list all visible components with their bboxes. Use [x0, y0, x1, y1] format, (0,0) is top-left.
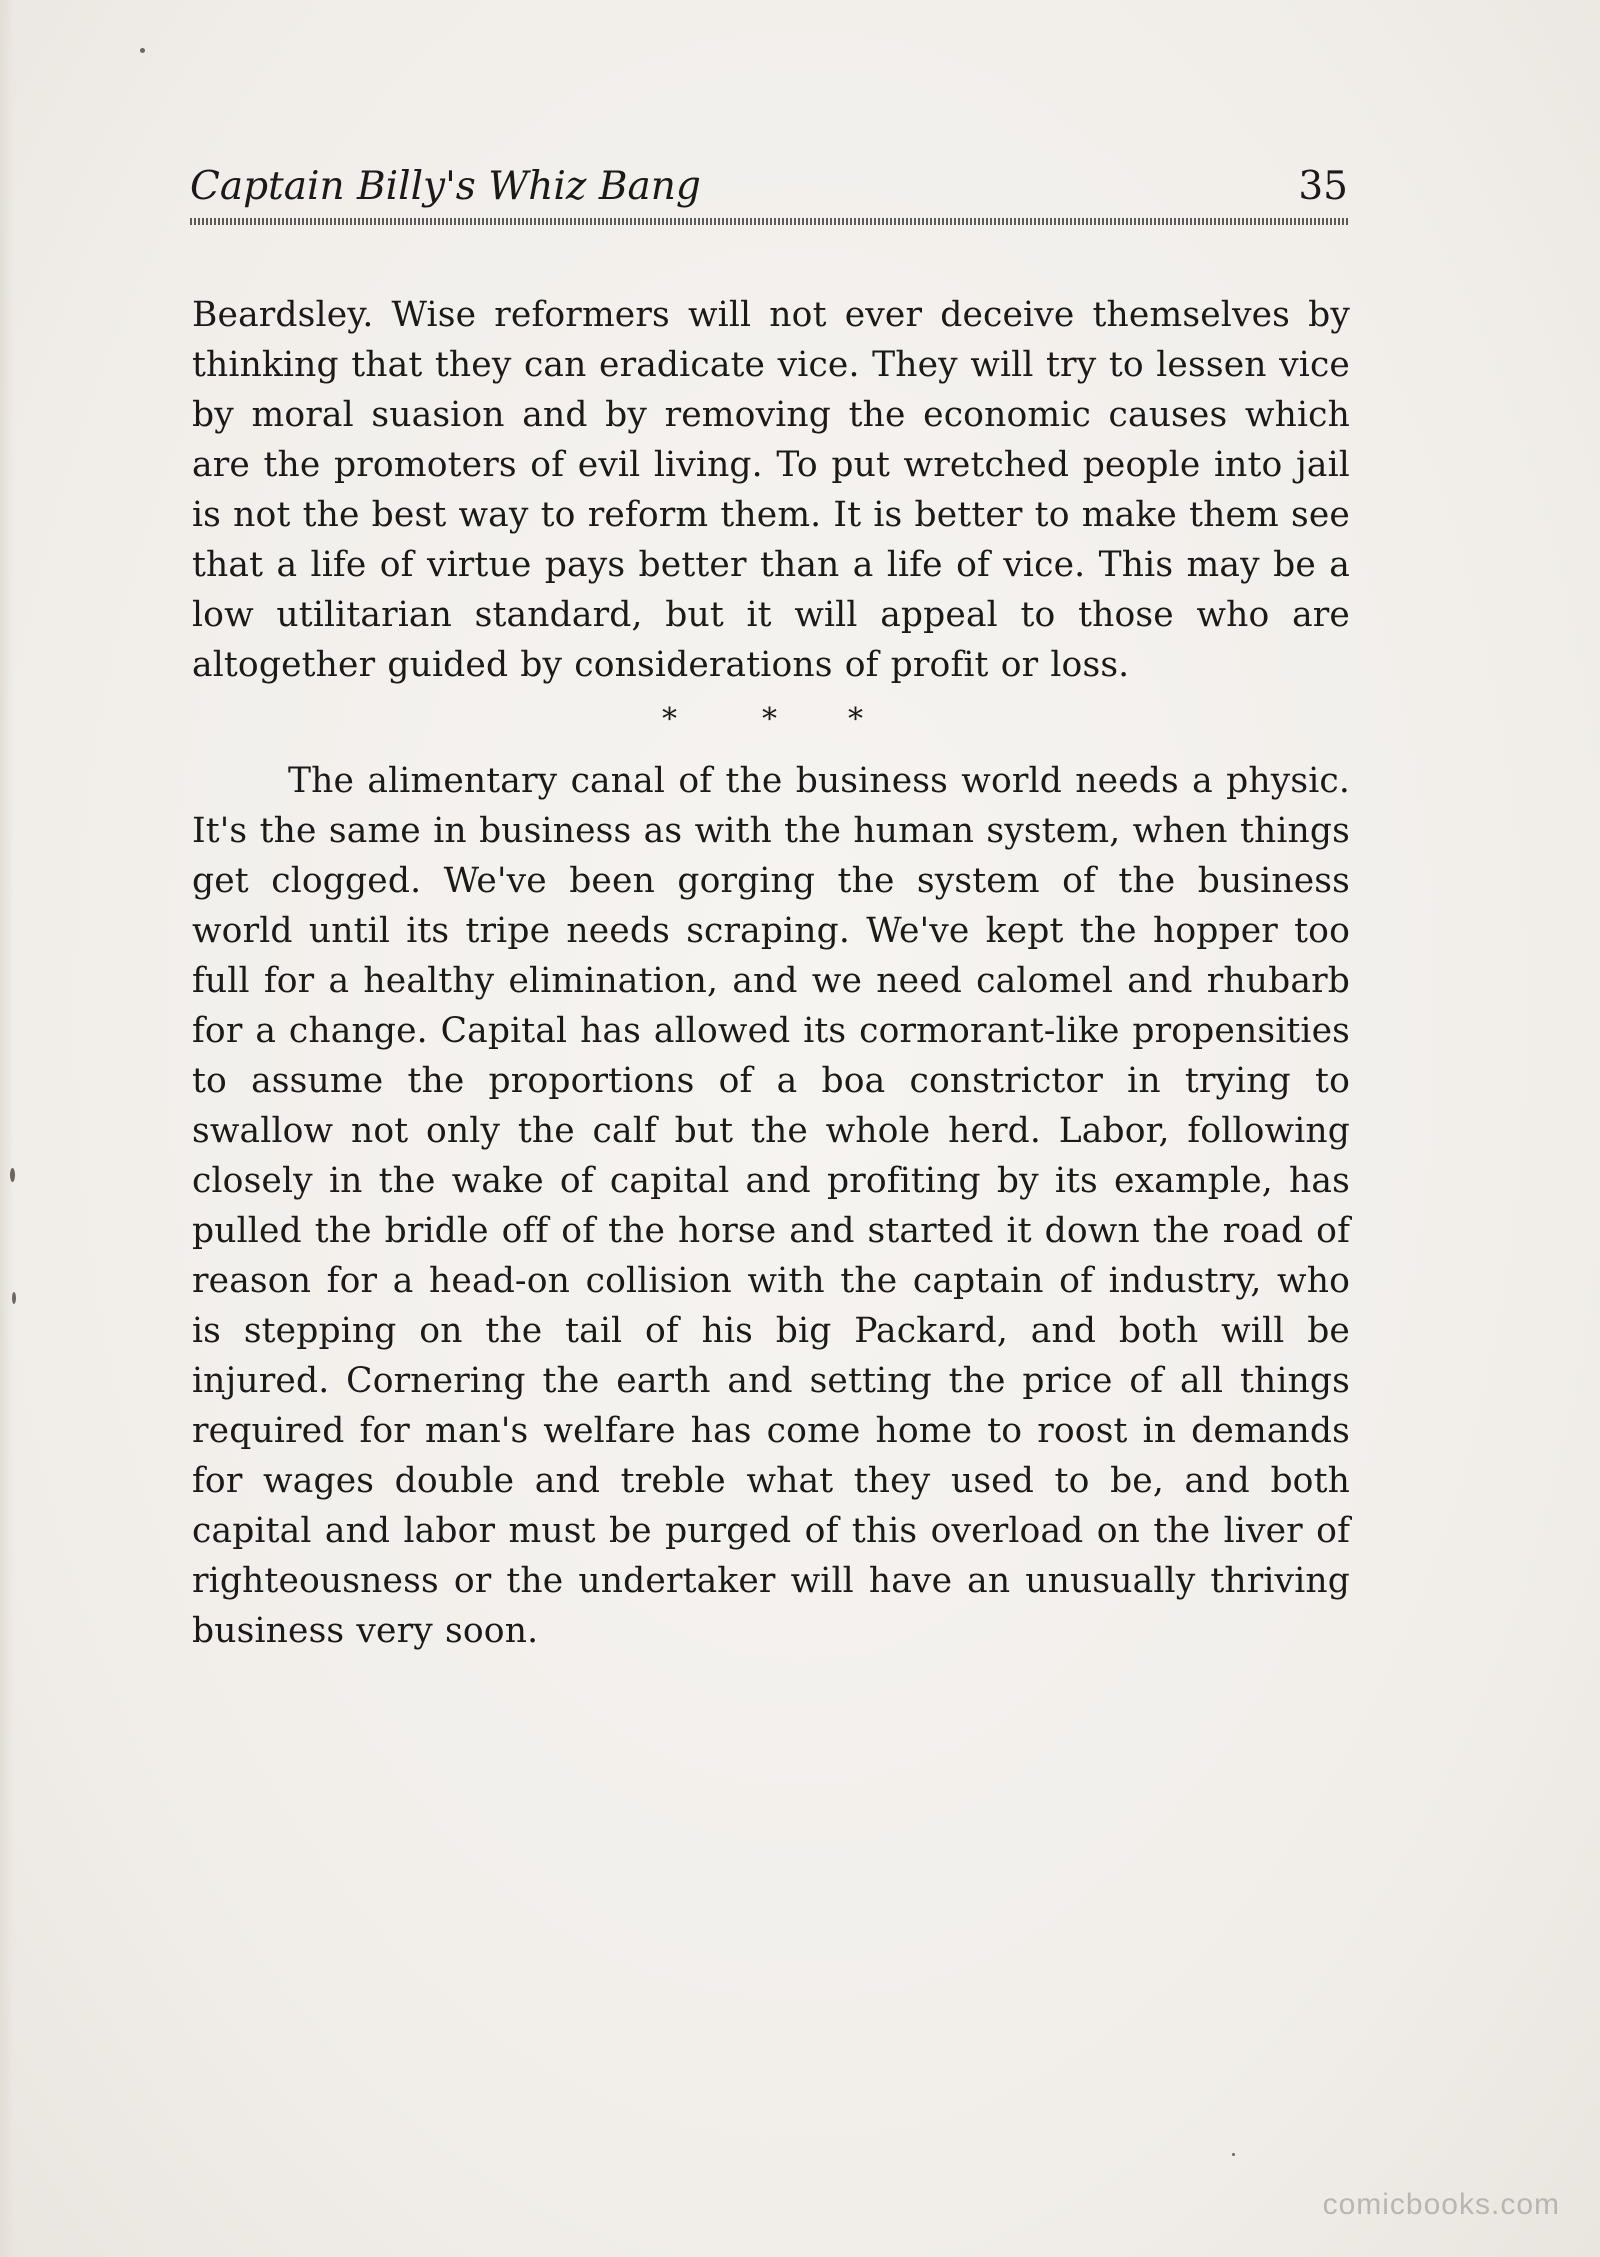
section-separator [192, 690, 1350, 756]
paper-speck [10, 1168, 15, 1182]
page-header [190, 160, 1348, 230]
header-rule [190, 218, 1348, 225]
body-text [192, 290, 1350, 1656]
paper-speck [1232, 2153, 1235, 2156]
paper-speck [12, 1292, 16, 1304]
page-number: 35 [1298, 164, 1348, 209]
separator-asterisk: * [762, 702, 777, 737]
running-title: Captain Billy's Whiz Bang [190, 164, 701, 209]
watermark: comicbooks.com [1322, 2188, 1560, 2221]
paragraph: The alimentary canal of the business world needs a physic. It's the same in business as with the human system, when things get clogged. We've been gorging the system of the business world until its tripe needs scraping. We've kept the hopper too full for a healthy elimination, and we need calomel and rhubarb for a change. Capital has allowed its cormorant-like propensities to assume the proportions of a boa constrictor in trying to swallow not only the calf but the whole herd. Labor, following closely in the wake of capital and profiting by its example, has pulled the bridle off of the horse and started it down the road of reason for a head-on collision with the captain of industry, who is stepping on the tail of his big Packard, and both will be injured. Cornering the earth and setting the price of all things required for man's welfare has come home to roost in demands for wages double and treble what they used to be, and both capital and labor must be purged of this overload on the liver of righteousness or the undertaker will have an unusually thriving business very soon. [192, 761, 1350, 1651]
paper-speck [140, 48, 145, 53]
paragraph: Beardsley. Wise reformers will not ever deceive themselves by thinking that they can eradicate vice. They will try to lessen vice by moral suasion and by removing the economic causes which are the promoters of evil living. To put wretched people into jail is not the best way to reform them. It is better to make them see that a life of virtue pays better than a life of vice. This may be a low utilitarian standard, but it will appeal to those who are altogether guided by considerations of profit or loss. [192, 295, 1350, 685]
separator-asterisk: * [662, 702, 677, 737]
separator-asterisk: * [848, 702, 863, 737]
page-edge-shadow [0, 0, 14, 2257]
